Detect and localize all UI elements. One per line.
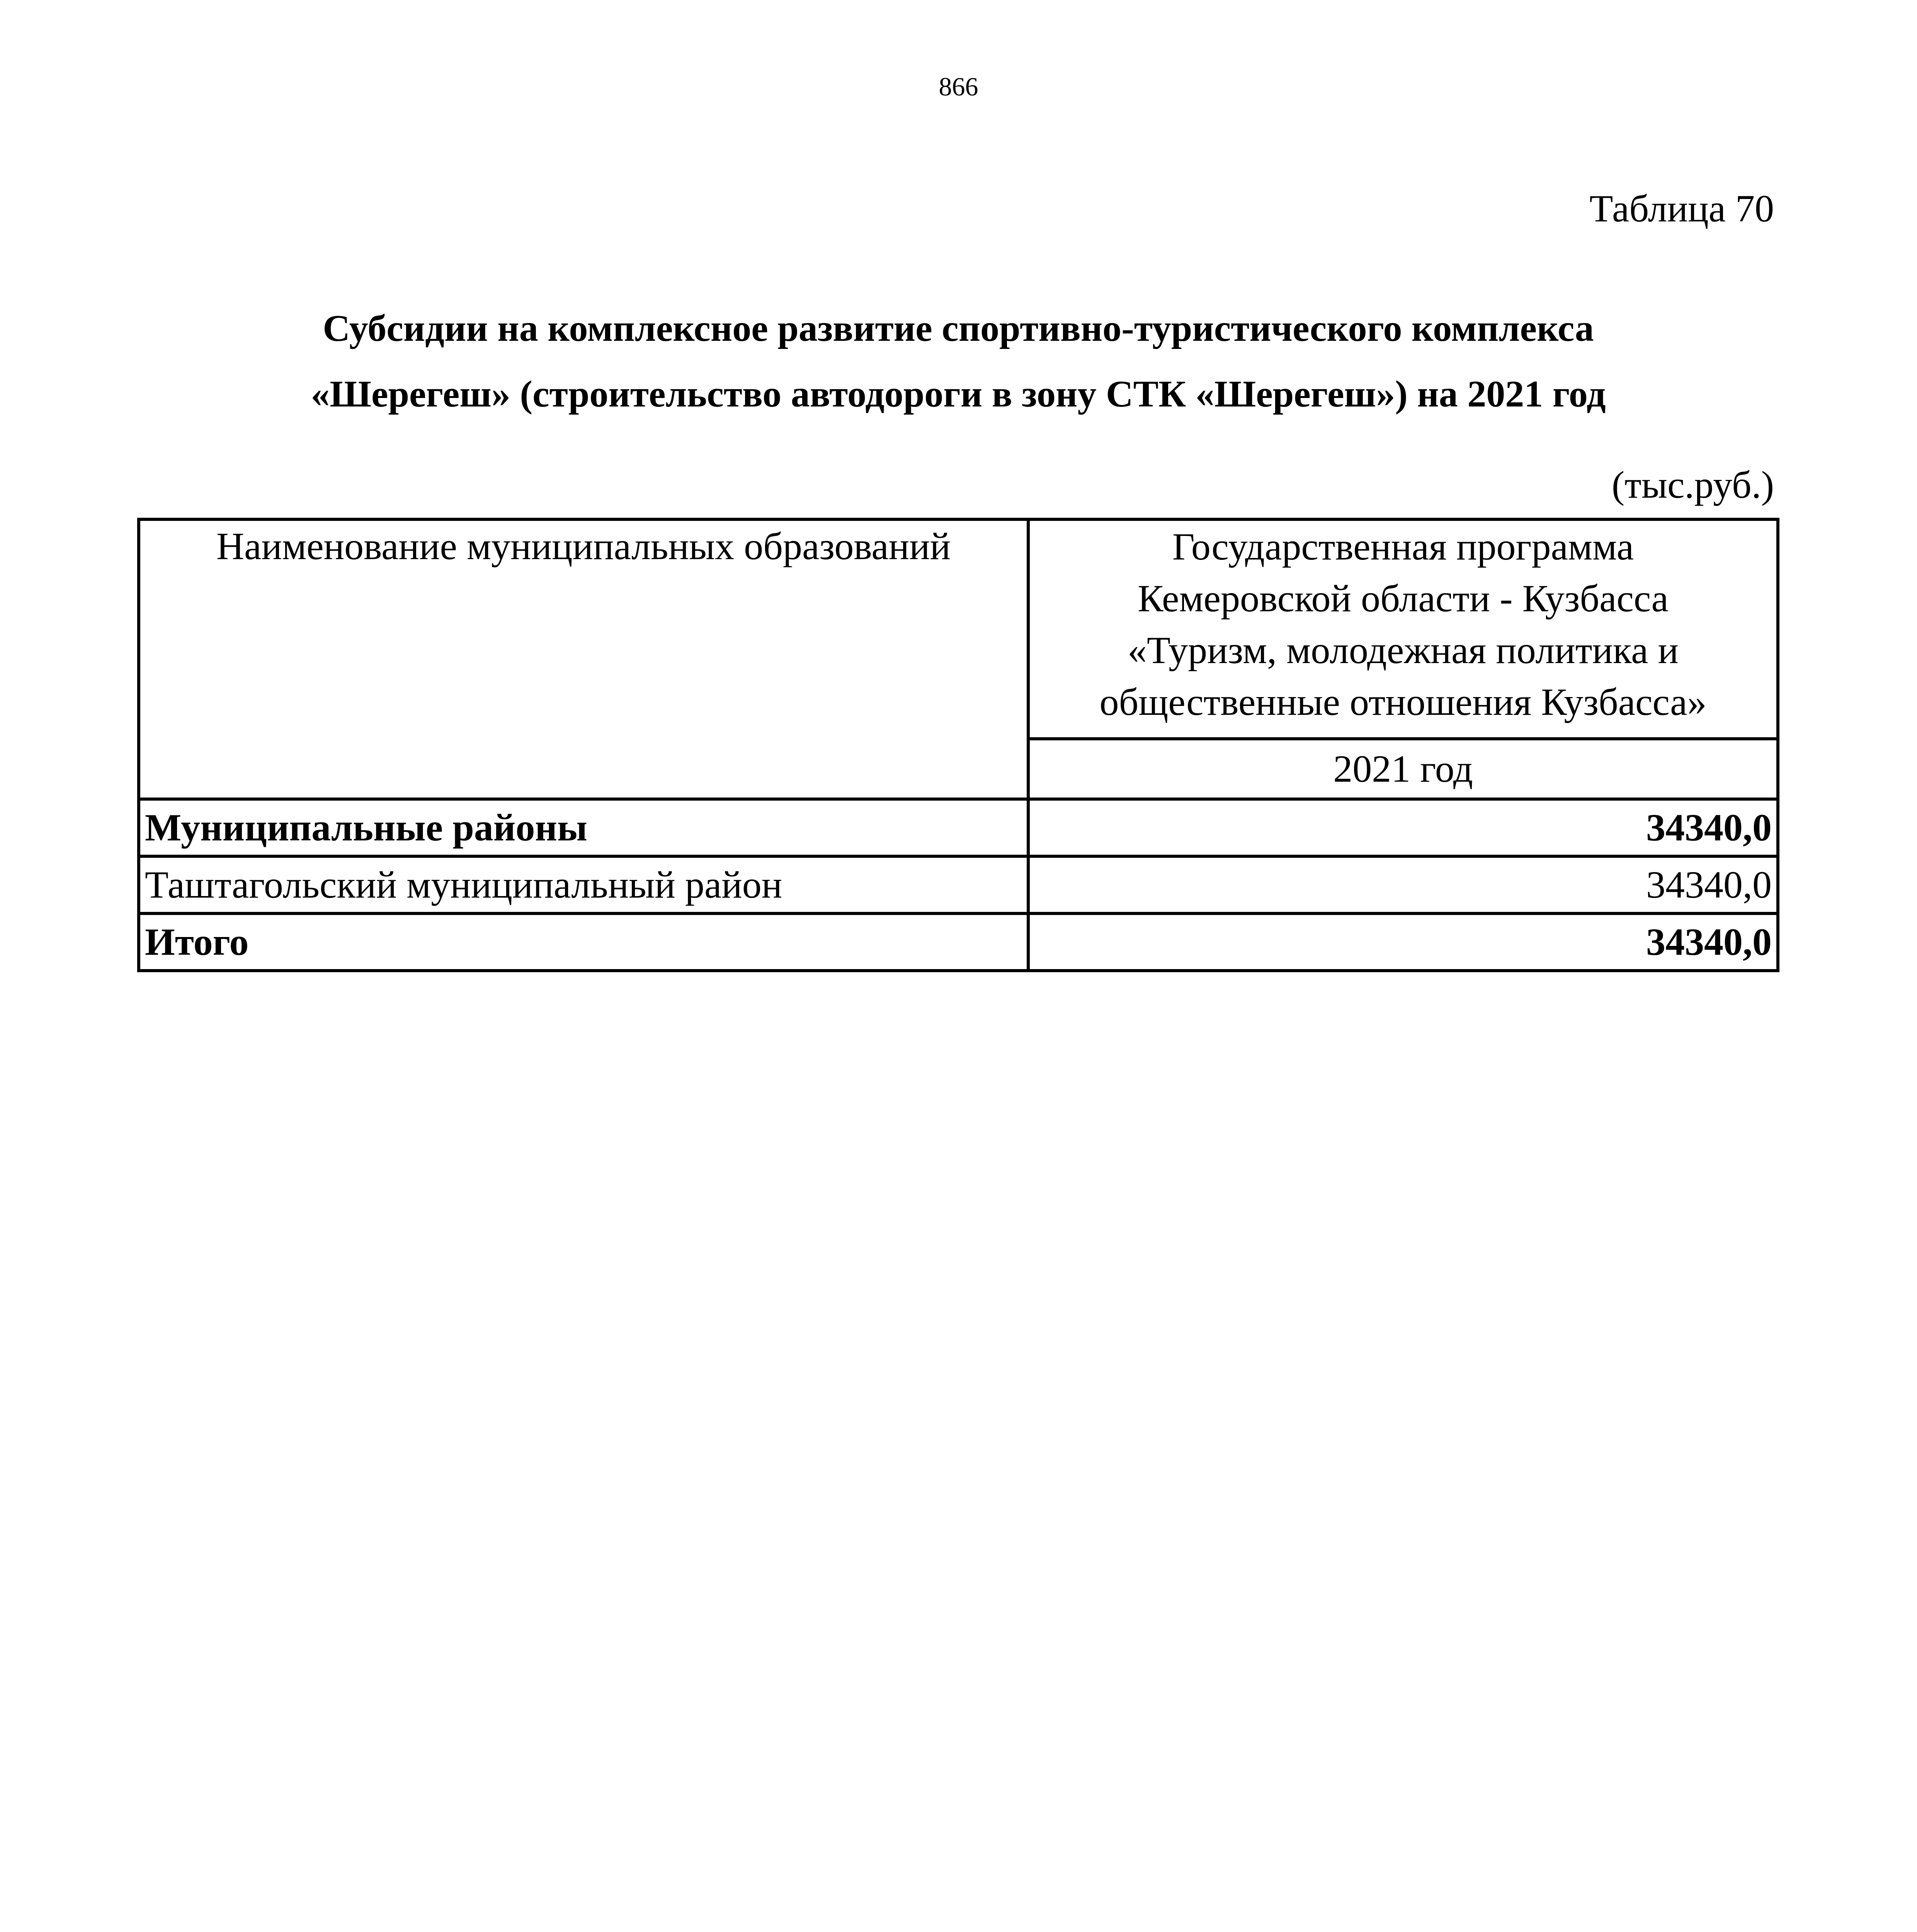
row-name: Муниципальные районы	[139, 799, 1028, 856]
title-line-1: Субсидии на комплексное развитие спортивно-туристического комплекса	[323, 308, 1594, 349]
program-line-2: Кемеровской области - Кузбасса	[1138, 577, 1669, 620]
title-line-2: «Шерегеш» (строительство автодороги в зону СТК «Шерегеш») на 2021 год	[311, 373, 1606, 415]
row-name: Таштагольский муниципальный район	[139, 856, 1028, 913]
program-line-3: «Туризм, молодежная политика и	[1127, 629, 1679, 672]
table-number: Таблица 70	[1589, 187, 1774, 230]
document-title	[137, 296, 1779, 427]
header-program-column	[1028, 519, 1778, 739]
header-year: 2021 год	[1028, 739, 1778, 799]
table-row-total	[139, 913, 1778, 971]
row-value: 34340,0	[1028, 799, 1778, 856]
row-value: 34340,0	[1028, 856, 1778, 913]
row-name: Итого	[139, 913, 1028, 971]
program-line-4: общественные отношения Кузбасса»	[1099, 680, 1707, 723]
subsidies-table	[137, 518, 1779, 972]
program-line-1: Государственная программа	[1172, 525, 1634, 568]
header-name-column: Наименование муниципальных образований	[139, 519, 1028, 799]
row-value: 34340,0	[1028, 913, 1778, 971]
table-row-tashtagol	[139, 856, 1778, 913]
page-number: 866	[939, 72, 978, 101]
table-row-municipal-districts	[139, 799, 1778, 856]
units-label: (тыс.руб.)	[1611, 463, 1774, 506]
